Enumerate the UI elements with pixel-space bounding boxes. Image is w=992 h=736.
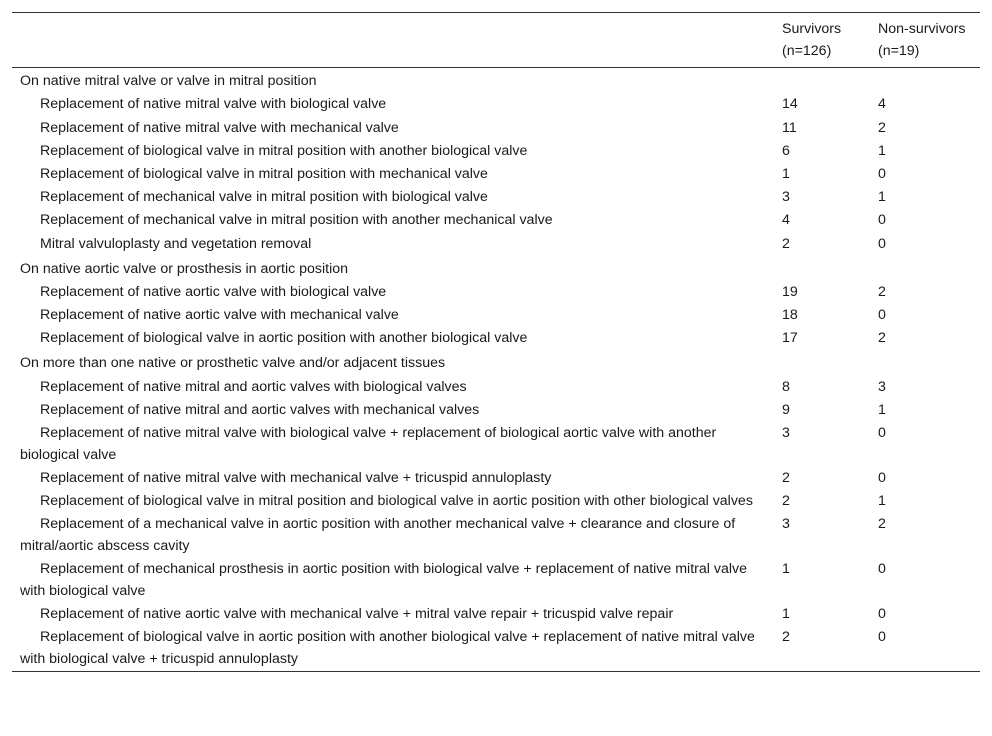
table-row <box>12 304 980 327</box>
table-row <box>12 399 980 422</box>
nonsurvivors-count: 0 <box>878 235 886 252</box>
nonsurvivors-count: 1 <box>878 189 886 206</box>
table-row <box>12 327 980 350</box>
procedure-cell <box>12 467 774 490</box>
table-row <box>12 209 980 232</box>
nonsurvivors-count: 0 <box>878 307 886 324</box>
procedure-label: Replacement of native mitral valve with biological valve <box>40 96 387 113</box>
survivors-count: 9 <box>782 401 790 418</box>
survivors-count: 1 <box>782 605 790 622</box>
nonsurvivors-count: 0 <box>878 425 886 441</box>
survivors-count <box>774 68 870 94</box>
section-row <box>12 68 980 94</box>
header-survivors: Survivors (n=126) <box>782 21 842 59</box>
nonsurvivors-count: 3 <box>878 378 886 395</box>
table-row <box>12 117 980 140</box>
procedure-cell <box>12 140 774 163</box>
procedure-label: Replacement of native aortic valve with mechanical valve <box>40 307 399 324</box>
survivors-count: 1 <box>782 560 790 577</box>
nonsurvivors-count: 0 <box>878 165 886 182</box>
header-nonsurvivors: Non-survivors (n=19) <box>878 21 966 59</box>
procedure-cell <box>12 163 774 186</box>
procedure-label: Replacement of biological valve in mitral position and biological valve in aortic position with other biological valves <box>40 492 753 509</box>
survivors-count <box>774 350 870 375</box>
nonsurvivors-count: 1 <box>878 492 886 509</box>
procedure-cell <box>12 603 774 626</box>
table-row <box>12 558 980 603</box>
procedure-label: Replacement of native mitral valve with mechanical valve <box>40 119 399 136</box>
survivors-count: 18 <box>782 307 798 324</box>
section-label <box>12 68 774 94</box>
surgical-procedures-table-container <box>12 12 980 672</box>
nonsurvivors-count: 2 <box>878 330 886 347</box>
table-row <box>12 603 980 626</box>
procedure-label: Replacement of mechanical valve in mitral position with another mechanical valve <box>40 212 553 229</box>
survivors-count: 2 <box>782 235 790 252</box>
nonsurvivors-count: 2 <box>878 283 886 300</box>
nonsurvivors-count: 2 <box>878 119 886 136</box>
table-row <box>12 376 980 399</box>
procedure-label: Mitral valvuloplasty and vegetation removal <box>40 235 312 252</box>
nonsurvivors-count: 2 <box>878 516 886 533</box>
table-row <box>12 490 980 513</box>
nonsurvivors-count: 0 <box>878 628 886 645</box>
procedure-label: On native mitral valve or valve in mitral position <box>20 73 317 90</box>
table-row <box>12 233 980 256</box>
nonsurvivors-count: 1 <box>878 401 886 418</box>
table-row <box>12 93 980 116</box>
table-row <box>12 163 980 186</box>
surgical-procedures-table <box>12 12 980 672</box>
section-row <box>12 350 980 375</box>
procedure-cell <box>12 422 774 467</box>
procedure-label: On native aortic valve or prosthesis in aortic position <box>20 260 349 277</box>
survivors-count: 17 <box>782 330 798 347</box>
table-row <box>12 626 980 671</box>
procedure-label: Replacement of native mitral and aortic valves with biological valves <box>40 378 467 395</box>
procedure-cell <box>12 327 774 350</box>
nonsurvivors-count: 1 <box>878 142 886 159</box>
survivors-count: 1 <box>782 165 790 182</box>
procedure-label: Replacement of a mechanical valve in aortic position with another mechanical valve + clearance and closure of mitral/aortic abscess cavity <box>20 516 736 554</box>
procedure-cell <box>12 281 774 304</box>
table-header <box>12 13 980 68</box>
procedure-label: Replacement of biological valve in aortic position with another biological valve + replacement of native mitral valve with biological valve + tricuspid annuloplasty <box>20 628 755 667</box>
table-row <box>12 467 980 490</box>
survivors-count: 19 <box>782 283 798 300</box>
survivors-count: 11 <box>782 119 797 136</box>
survivors-count: 8 <box>782 378 790 395</box>
section-row <box>12 256 980 281</box>
procedure-label: Replacement of biological valve in mitral position with mechanical valve <box>40 165 488 182</box>
table-row <box>12 281 980 304</box>
nonsurvivors-count: 0 <box>878 212 886 229</box>
survivors-count: 14 <box>782 96 798 113</box>
procedure-label: Replacement of mechanical prosthesis in aortic position with biological valve + replacement of native mitral valve with biological valve <box>20 560 747 599</box>
survivors-count: 2 <box>782 469 790 486</box>
survivors-count: 3 <box>782 516 790 533</box>
procedure-cell <box>12 399 774 422</box>
nonsurvivors-count <box>870 350 980 375</box>
table-row <box>12 422 980 467</box>
survivors-count: 3 <box>782 189 790 206</box>
procedure-cell <box>12 117 774 140</box>
nonsurvivors-count <box>870 68 980 94</box>
nonsurvivors-count: 0 <box>878 605 886 622</box>
procedure-cell <box>12 376 774 399</box>
procedure-label: Replacement of native mitral valve with mechanical valve + tricuspid annuloplasty <box>40 469 552 486</box>
table-row <box>12 186 980 209</box>
procedure-cell <box>12 186 774 209</box>
procedure-cell <box>12 209 774 232</box>
procedure-label: Replacement of native mitral valve with biological valve + replacement of biological aortic valve with another biological valve <box>20 425 717 463</box>
table-row <box>12 513 980 558</box>
survivors-count: 6 <box>782 142 790 159</box>
procedure-label: Replacement of native mitral and aortic valves with mechanical valves <box>40 401 480 418</box>
table-row <box>12 140 980 163</box>
procedure-cell <box>12 93 774 116</box>
nonsurvivors-count <box>870 256 980 281</box>
procedure-label: Replacement of mechanical valve in mitral position with biological valve <box>40 189 488 206</box>
nonsurvivors-count: 0 <box>878 469 886 486</box>
procedure-label: Replacement of biological valve in mitral position with another biological valve <box>40 142 528 159</box>
header-procedure <box>12 13 774 68</box>
procedure-cell <box>12 513 774 558</box>
nonsurvivors-count: 0 <box>878 560 886 577</box>
nonsurvivors-count: 4 <box>878 96 886 113</box>
procedure-label: Replacement of biological valve in aortic position with another biological valve <box>40 330 528 347</box>
procedure-label: Replacement of native aortic valve with biological valve <box>40 283 387 300</box>
procedure-label: Replacement of native aortic valve with mechanical valve + mitral valve repair + tricuspid valve repair <box>40 605 674 622</box>
table-body <box>12 68 980 672</box>
procedure-cell <box>12 233 774 256</box>
section-label <box>12 256 774 281</box>
survivors-count <box>774 256 870 281</box>
survivors-count: 2 <box>782 492 790 509</box>
procedure-label: On more than one native or prosthetic valve and/or adjacent tissues <box>20 355 446 372</box>
procedure-cell <box>12 304 774 327</box>
survivors-count: 3 <box>782 425 790 441</box>
procedure-cell <box>12 558 774 603</box>
survivors-count: 2 <box>782 628 790 645</box>
procedure-cell <box>12 626 774 671</box>
procedure-cell <box>12 490 774 513</box>
section-label <box>12 350 774 375</box>
survivors-count: 4 <box>782 212 790 229</box>
